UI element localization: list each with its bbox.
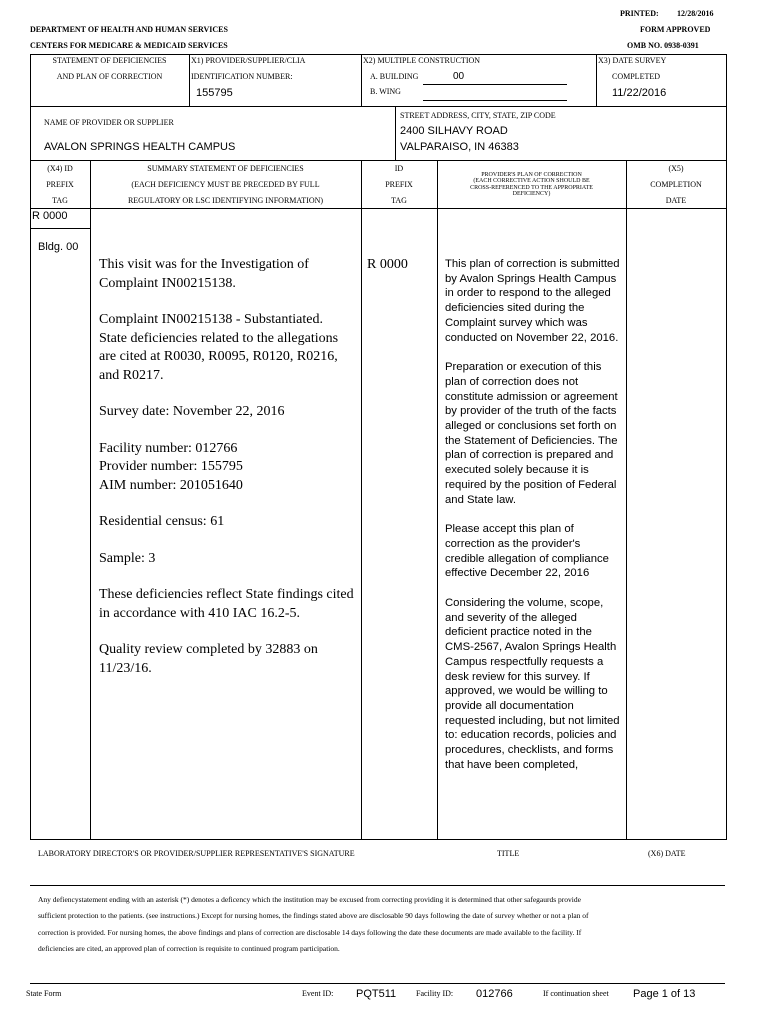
- address-line1: 2400 SILHAVY ROAD: [400, 125, 508, 137]
- summary-paragraph: Survey date: November 22, 2016: [99, 404, 285, 419]
- printed-date: 12/28/2016: [677, 9, 714, 18]
- summary-paragraph: Sample: 3: [99, 550, 156, 566]
- wing-label: B. WING: [370, 87, 401, 96]
- date-label: (X6) DATE: [648, 849, 686, 858]
- x4-header-line2: PREFIX: [46, 180, 74, 189]
- centers-title: CENTERS FOR MEDICARE & MEDICAID SERVICES: [30, 41, 228, 50]
- x1-label-line2: IDENTIFICATION NUMBER:: [191, 72, 293, 81]
- id-header-line2: PREFIX: [385, 180, 413, 189]
- continuation-label: If continuation sheet: [543, 989, 609, 998]
- building-tag: Bldg. 00: [38, 241, 79, 253]
- statement-label-line1: STATEMENT OF DEFICIENCIES: [52, 56, 167, 65]
- plan-header-line3: CROSS-REFERENCED TO THE APPROPRIATE: [470, 184, 593, 191]
- page-number: Page 1 of 13: [633, 988, 696, 1000]
- statement-label-line2: AND PLAN OF CORRECTION: [56, 72, 163, 81]
- state-form-label: State Form: [26, 989, 62, 998]
- correction-paragraph: Preparation or execution of this plan of correction does not constitute admission or agreement by provider of the truth of the facts alleged or conclusions set forth on the Statement of Deficiencies. The plan of correction is prepared and executed solely because it is required by the position of Federal and State law.: [445, 361, 618, 506]
- correction-paragraph: Please accept this plan of correction as the provider's credible allegation of compliance effective December 22, 2016: [445, 523, 609, 580]
- x5-header-line3: DATE: [665, 196, 687, 205]
- summary-header-line1: SUMMARY STATEMENT OF DEFICIENCIES: [147, 164, 304, 173]
- right-tag: R 0000: [367, 257, 408, 272]
- id-header-line1: ID: [394, 164, 404, 173]
- x5-header-line2: COMPLETION: [650, 180, 702, 189]
- summary-paragraph: Complaint IN00215138 - Substantiated. State deficiencies related to the allegations are cited at R0030, R0095, R0120, R0216, and R0217.: [99, 312, 339, 383]
- plan-header: [437, 172, 626, 197]
- printed-label: PRINTED:: [620, 9, 659, 18]
- omb-number: OMB NO. 0938-0391: [627, 41, 699, 50]
- summary-header-line3: REGULATORY OR LSC IDENTIFYING INFORMATION): [127, 196, 324, 205]
- survey-date-value: 11/22/2016: [612, 87, 667, 99]
- building-value: 00: [453, 71, 465, 82]
- x2-label: X2) MULTIPLE CONSTRUCTION: [363, 56, 481, 65]
- disclaimer: Any defiencystatement ending with an asterisk (*) denotes a deficency which the institution may be excused from correcting providing it is determined that other safegaurds provide sufficient protection to the patients. (see instructions.) Except for nursing homes, the findings stated above are disclosable 90 days following the date of survey whether or not a plan of correction is provided. For nursing homes, the above findings and plans of correction are disclosable 14 days following the date these documents are made available to the facility. If deficiencies are cited, an approved plan of correction is requisite to continued program participation.: [38, 895, 589, 953]
- summary-paragraph: Quality review completed by 32883 on 11/23/16.: [99, 642, 318, 676]
- x5-header-line1: (X5): [668, 164, 684, 173]
- x4-header-line3: TAG: [52, 196, 68, 205]
- plan-header-line4: DEFICIENCY): [512, 190, 551, 197]
- x3-label-line2: COMPLETED: [612, 72, 660, 81]
- facility-id-value: 012766: [476, 988, 513, 1000]
- building-label: A. BUILDING: [370, 72, 419, 81]
- summary-header-line2: (EACH DEFICIENCY MUST BE PRECEDED BY FULL: [131, 180, 320, 189]
- correction-paragraph: This plan of correction is submitted by Avalon Springs Health Campus in order to respond to the alleged deficiencies sited during the Complaint survey which was conducted on November 22, 2016.: [445, 258, 620, 344]
- facility-id-label: Facility ID:: [416, 989, 454, 998]
- correction-paragraph: Considering the volume, scope, and severity of the alleged deficient practice noted in the CMS-2567, Avalon Springs Health Campus respectfully requests a desk review for this survey. If approved, we would be willing to provide all documentation requested including, but not limited to: education records, policies and procedures, checklists, and forms that have been completed,: [445, 597, 620, 771]
- summary-paragraph: Facility number: 012766 Provider number: 155795 AIM number: 201051640: [99, 440, 243, 493]
- left-tag: R 0000: [32, 210, 68, 222]
- plan-of-correction: [445, 257, 621, 773]
- summary-paragraph: This visit was for the Investigation of Complaint IN00215138.: [99, 257, 309, 291]
- x4-header-line1: (X4) ID: [47, 164, 73, 173]
- plan-header-line1: PROVIDER'S PLAN OF CORRECTION: [481, 172, 582, 178]
- event-id-label: Event ID:: [302, 989, 334, 998]
- summary-statement: [99, 256, 354, 678]
- provider-name-value: AVALON SPRINGS HEALTH CAMPUS: [44, 141, 236, 153]
- event-id-value: PQT511: [356, 988, 397, 1000]
- form-approved: FORM APPROVED: [640, 25, 711, 34]
- address-label: STREET ADDRESS, CITY, STATE, ZIP CODE: [400, 111, 556, 120]
- signature-label: LABORATORY DIRECTOR'S OR PROVIDER/SUPPLIER REPRESENTATIVE'S SIGNATURE: [38, 849, 355, 858]
- plan-header-line2: (EACH CORRECTIVE ACTION SHOULD BE: [473, 178, 590, 185]
- department-title: DEPARTMENT OF HEALTH AND HUMAN SERVICES: [30, 25, 228, 34]
- provider-name-label: NAME OF PROVIDER OR SUPPLIER: [44, 118, 174, 127]
- title-label: TITLE: [497, 849, 520, 858]
- x3-label: X3) DATE SURVEY: [598, 56, 667, 65]
- summary-paragraph: These deficiencies reflect State findings cited in accordance with 410 IAC 16.2-5.: [99, 587, 354, 621]
- x1-label: X1) PROVIDER/SUPPLIER/CLIA: [191, 56, 306, 65]
- id-header-line3: TAG: [391, 196, 407, 205]
- summary-paragraph: Residential census: 61: [99, 514, 225, 529]
- address-line2: VALPARAISO, IN 46383: [400, 141, 519, 153]
- provider-id-value: 155795: [196, 87, 233, 99]
